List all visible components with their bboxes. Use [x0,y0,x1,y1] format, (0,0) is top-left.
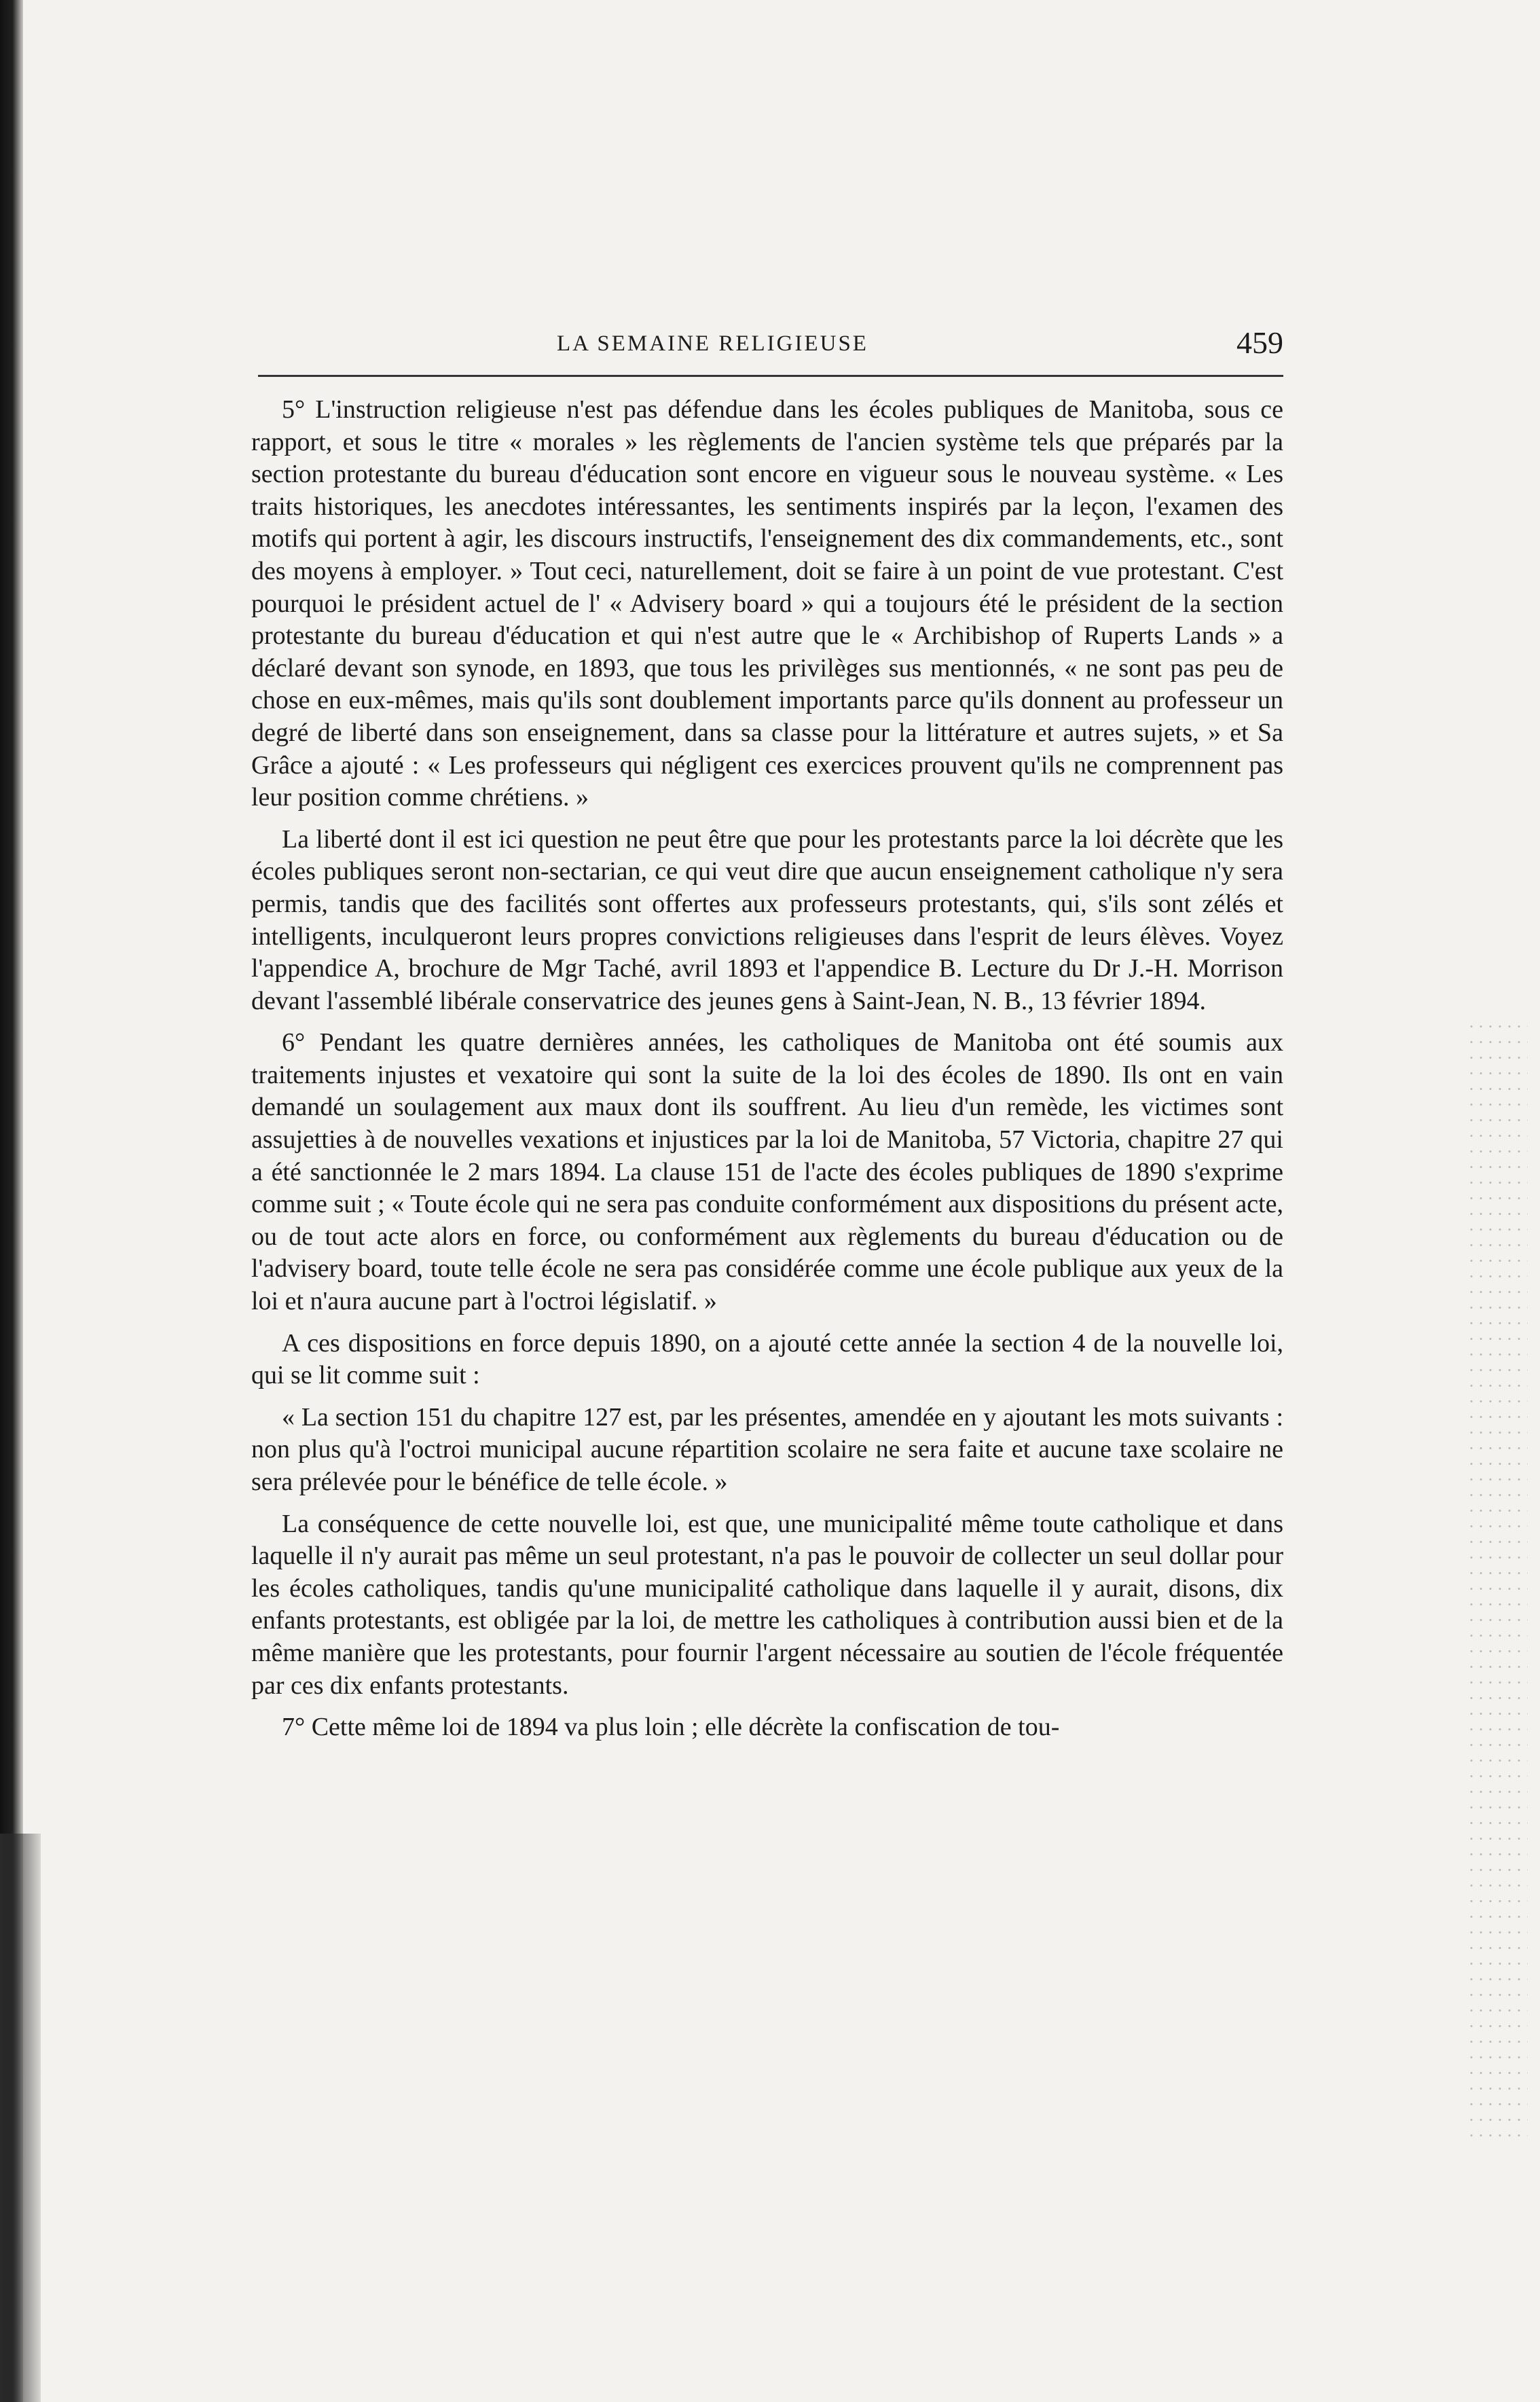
paragraph-quote-section-151: « La section 151 du chapitre 127 est, par les présentes, amendée en y ajoutant les mots suivants : non plus qu'à l'octroi municipal aucune répartition scolaire ne sera faite et aucune taxe scolaire ne sera prélevée pour le bénéfice de telle école. » [251,1402,1283,1496]
running-title: LA SEMAINE RELIGIEUSE [557,331,868,356]
running-head [251,319,1283,367]
body-text [251,394,1283,1744]
scan-noise [1467,1019,1528,2139]
paragraph-6: 6° Pendant les quatre dernières années, les catholiques de Manitoba ont été soumis aux traitements injustes et vexatoire qui sont la suite de la loi des écoles de 1890. Ils ont en vain demandé un soulagement aux maux dont ils souffrent. Au lieu d'un remède, les victimes sont assujetties à de nouvelles vexations et injustices par la loi de Manitoba, 57 Victoria, chapitre 27 qui a été sanctionnée le 2 mars 1894. La clause 151 de l'acte des écoles publiques de 1890 s'exprime comme suit ; « Toute école qui ne sera pas conduite conformément aux dispositions du présent acte, ou de tout acte alors en force, ou conformément aux règlements du bureau d'éducation ou de l'advisery board, toute telle école ne sera pas considérée comme une école publique aux yeux de la loi et n'aura aucune part à l'octroi législatif. » [251,1028,1283,1316]
paragraph-5: 5° L'instruction religieuse n'est pas défendue dans les écoles publiques de Manitoba, sous ce rapport, et sous le titre « morales » les règlements de l'ancien système tels que préparés par la section protestante du bureau d'éducation sont encore en vigueur sous le nouveau système. « Les traits historiques, les anecdotes intéressantes, les sentiments inspirés par la leçon, l'examen des motifs qui portent à agir, les discours instructifs, l'enseignement des dix commandements, etc., sont des moyens à employer. » Tout ceci, naturellement, doit se faire à un point de vue protestant. C'est pourquoi le président actuel de l' « Advisery board » qui a toujours été le président de la section protestante du bureau d'éducation et qui n'est autre que le « Archibishop of Ruperts Lands » a déclaré devant son synode, en 1893, que tous les privilèges sus mentionnés, « ne sont pas peu de chose en eux-mêmes, mais qu'ils sont doublement importants parce qu'ils donnent au professeur un degré de liberté dans son enseignement, dans sa classe pour la littérature et autres sujets, » et Sa Grâce a ajouté : « Les professeurs qui négligent ces exercices prouvent qu'ils ne comprennent pas leur position comme chrétiens. » [251,395,1283,812]
header-rule [258,375,1283,377]
paragraph-section-4: A ces dispositions en force depuis 1890, on a ajouté cette année la section 4 de la nouvelle loi, qui se lit comme suit : [251,1328,1283,1390]
paragraph-7: 7° Cette même loi de 1894 va plus loin ; elle décrète la confiscation de tou- [282,1713,1060,1742]
paragraph-liberte: La liberté dont il est ici question ne peut être que pour les protestants parce la loi décrète que les écoles publiques seront non-sectarian, ce qui veut dire que aucun enseignement catholique n'y sera permis, tandis que des facilités sont offertes aux professeurs protestants, qui, s'ils sont zélés et intelligents, inculqueront leurs propres convictions religieuses dans l'esprit de leurs élèves. Voyez l'appendice A, brochure de Mgr Taché, avril 1893 et l'appendice B. Lecture du Dr J.-H. Morrison devant l'assemblé libérale conservatrice des jeunes gens à Saint-Jean, N. B., 13 février 1894. [251,824,1283,1015]
binding-shadow [0,1834,41,2402]
paragraph-consequence: La conséquence de cette nouvelle loi, est que, une municipalité même toute catholique et dans laquelle il n'y aurait pas même un seul protestant, n'a pas le pouvoir de collecter un seul dollar pour les écoles catholiques, tandis qu'une municipalité catholique dans laquelle il y aurait, disons, dix enfants protestants, est obligée par la loi, de mettre les catholiques à contribution aussi bien et de la même manière que les protestants, pour fournir l'argent nécessaire au soutien de l'école fréquentée par ces dix enfants protestants. [251,1509,1283,1700]
book-page [251,319,1283,1742]
page-number: 459 [1236,325,1283,360]
